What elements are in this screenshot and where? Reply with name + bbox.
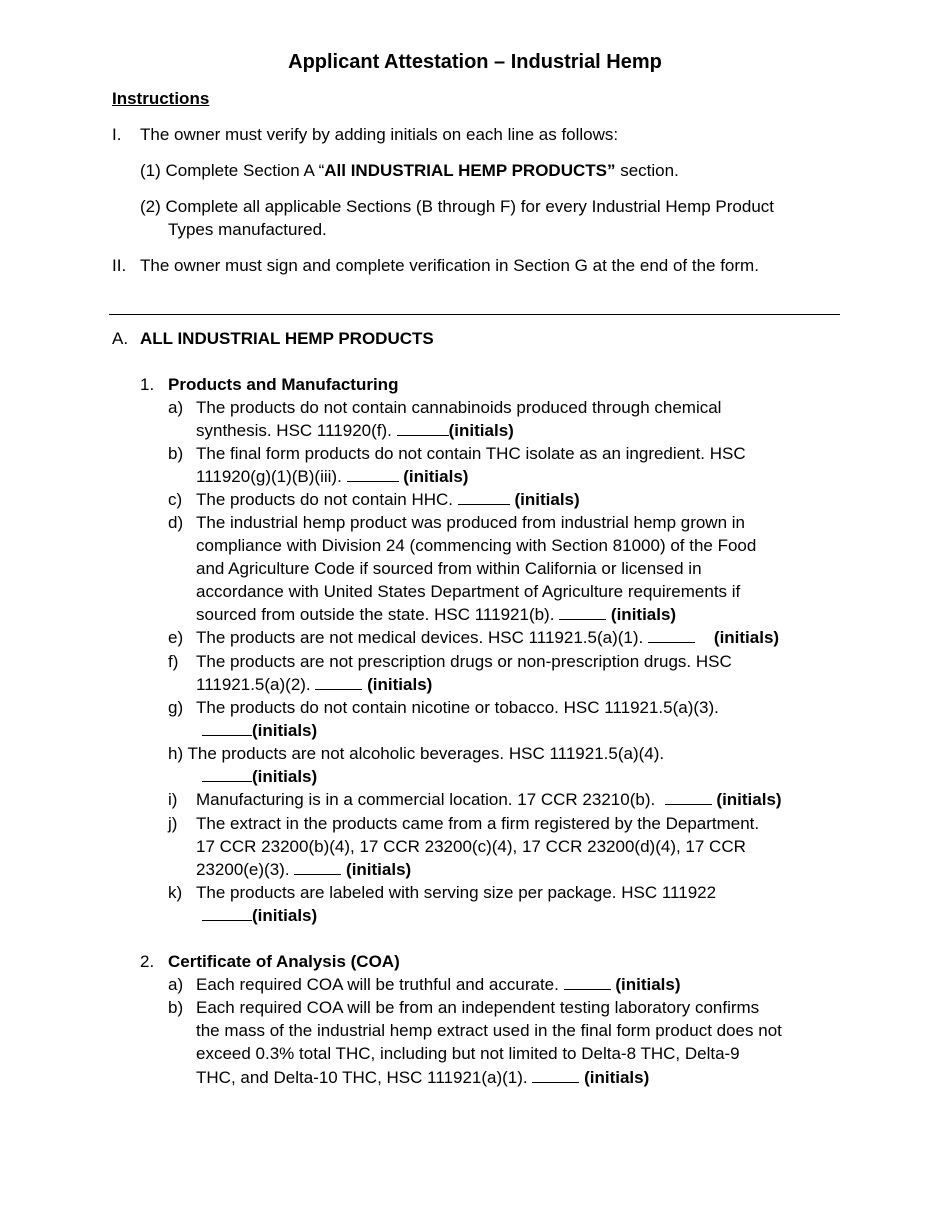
item-1f-line2: [196, 673, 846, 696]
item-1j-text: 23200(e)(3).: [196, 860, 290, 879]
item-1k-line1: The products are labeled with serving size per package. HSC 111922: [196, 883, 717, 902]
item-1i-line1: [196, 788, 846, 811]
item-2a-line1: [196, 973, 846, 996]
page-title: Applicant Attestation – Industrial Hemp: [288, 51, 662, 73]
subsection-2-heading: Certificate of Analysis (COA): [168, 952, 400, 971]
item-1i-label: i): [168, 790, 178, 809]
initials-label: (initials): [610, 605, 677, 624]
item-1h-line1: h) The products are not alcoholic beverages. HSC 111921.5(a)(4).: [168, 744, 665, 763]
initials-label: (initials): [252, 906, 318, 925]
item-1d-line2: compliance with Division 24 (commencing with Section 81000) of the Food: [196, 536, 757, 555]
item-1e-label: e): [168, 628, 184, 647]
item-1d-line3: and Agriculture Code if sourced from within California or licensed in: [196, 559, 702, 578]
item-1d-line1: The industrial hemp product was produced from industrial hemp grown in: [196, 513, 745, 532]
item-1e-line1: [196, 626, 846, 649]
step-1-pre: (1) Complete Section A “: [140, 161, 325, 180]
item-2b-text: THC, and Delta-10 THC, HSC 111921(a)(1).: [196, 1068, 528, 1087]
section-a-label: A.: [112, 329, 129, 348]
item-1d-line5: [196, 603, 846, 626]
item-1f-label: f): [168, 652, 179, 671]
subsection-2-number: 2.: [140, 952, 155, 971]
initials-field[interactable]: [202, 767, 252, 782]
initials-field[interactable]: [458, 490, 510, 505]
initials-field[interactable]: [315, 675, 362, 690]
instruction-i-text: The owner must verify by adding initials on each line as follows:: [140, 125, 619, 144]
initials-label: (initials): [584, 1068, 650, 1087]
initials-label: (initials): [514, 490, 580, 509]
item-1d-line4: accordance with United States Department of Agriculture requirements if: [196, 582, 741, 601]
item-1i-text: Manufacturing is in a commercial location. 17 CCR 23210(b).: [196, 790, 656, 809]
initials-field[interactable]: [397, 421, 449, 436]
initials-label: (initials): [403, 467, 469, 486]
item-1c-text: The products do not contain HHC.: [196, 490, 454, 509]
item-1g-label: g): [168, 698, 184, 717]
section-a-heading: ALL INDUSTRIAL HEMP PRODUCTS: [140, 329, 434, 348]
item-1f-line1: The products are not prescription drugs or non-prescription drugs. HSC: [196, 652, 732, 671]
item-2b-label: b): [168, 998, 184, 1017]
item-1d-label: d): [168, 513, 184, 532]
initials-field[interactable]: [559, 605, 606, 620]
subsection-1-number: 1.: [140, 375, 155, 394]
step-1-post: section.: [615, 161, 679, 180]
initials-label: (initials): [448, 421, 514, 440]
initials-label: (initials): [367, 675, 433, 694]
initials-field[interactable]: [648, 628, 695, 643]
instruction-step-2-line2: Types manufactured.: [168, 220, 327, 239]
item-1c-label: c): [168, 490, 183, 509]
initials-field[interactable]: [202, 721, 252, 736]
item-1b-text: 111920(g)(1)(B)(iii).: [196, 467, 342, 486]
item-1b-label: b): [168, 444, 184, 463]
initials-label: (initials): [252, 721, 318, 740]
item-2a-label: a): [168, 975, 184, 994]
initials-field[interactable]: [294, 860, 341, 875]
item-1g-line2: [196, 719, 846, 742]
item-1j-line2: 17 CCR 23200(b)(4), 17 CCR 23200(c)(4), 17 CCR 23200(d)(4), 17 CCR: [196, 837, 746, 856]
instruction-step-2-line1: (2) Complete all applicable Sections (B through F) for every Industrial Hemp Product: [140, 197, 775, 216]
item-1k-line2: [196, 904, 846, 927]
step-1-bold: All INDUSTRIAL HEMP PRODUCTS”: [324, 161, 616, 180]
section-divider: [109, 314, 840, 315]
instruction-step-1: [140, 159, 679, 182]
initials-label: (initials): [252, 767, 318, 786]
item-1f-text: 111921.5(a)(2).: [196, 675, 311, 694]
item-1h-line2: [196, 765, 846, 788]
item-2b-line2: the mass of the industrial hemp extract used in the final form product does not: [196, 1021, 782, 1040]
item-1j-line1: The extract in the products came from a firm registered by the Department.: [196, 814, 760, 833]
item-1g-line1: The products do not contain nicotine or tobacco. HSC 111921.5(a)(3).: [196, 698, 719, 717]
item-2b-line4: [196, 1066, 846, 1089]
instruction-ii-label: II.: [112, 256, 127, 275]
initials-field[interactable]: [202, 906, 252, 921]
initials-label: (initials): [716, 790, 782, 809]
subsection-1-heading: Products and Manufacturing: [168, 375, 399, 394]
initials-label: (initials): [713, 628, 780, 647]
item-1j-label: j): [168, 814, 178, 833]
item-1a-label: a): [168, 398, 184, 417]
item-1c-line1: [196, 488, 846, 511]
initials-field[interactable]: [665, 790, 712, 805]
initials-label: (initials): [346, 860, 412, 879]
item-1k-label: k): [168, 883, 183, 902]
instruction-i-label: I.: [112, 125, 122, 144]
initials-label: (initials): [615, 975, 681, 994]
initials-field[interactable]: [564, 975, 611, 990]
item-2b-line3: exceed 0.3% total THC, including but not limited to Delta-8 THC, Delta-9: [196, 1044, 740, 1063]
item-1d-text: sourced from outside the state. HSC 111921(b).: [196, 605, 555, 624]
item-1a-line1: The products do not contain cannabinoids produced through chemical: [196, 398, 722, 417]
item-1b-line1: The final form products do not contain THC isolate as an ingredient. HSC: [196, 444, 746, 463]
initials-field[interactable]: [347, 467, 399, 482]
item-1a-text: synthesis. HSC 111920(f).: [196, 421, 392, 440]
item-2a-text: Each required COA will be truthful and accurate.: [196, 975, 559, 994]
item-1b-line2: [196, 465, 846, 488]
item-1a-line2: [196, 419, 846, 442]
item-2b-line1: Each required COA will be from an independent testing laboratory confirms: [196, 998, 760, 1017]
instructions-heading: Instructions: [112, 89, 210, 108]
item-1j-line3: [196, 858, 846, 881]
instruction-ii-text: The owner must sign and complete verification in Section G at the end of the form.: [140, 256, 759, 275]
initials-field[interactable]: [532, 1068, 579, 1083]
item-1e-text: The products are not medical devices. HSC 111921.5(a)(1).: [196, 628, 644, 647]
